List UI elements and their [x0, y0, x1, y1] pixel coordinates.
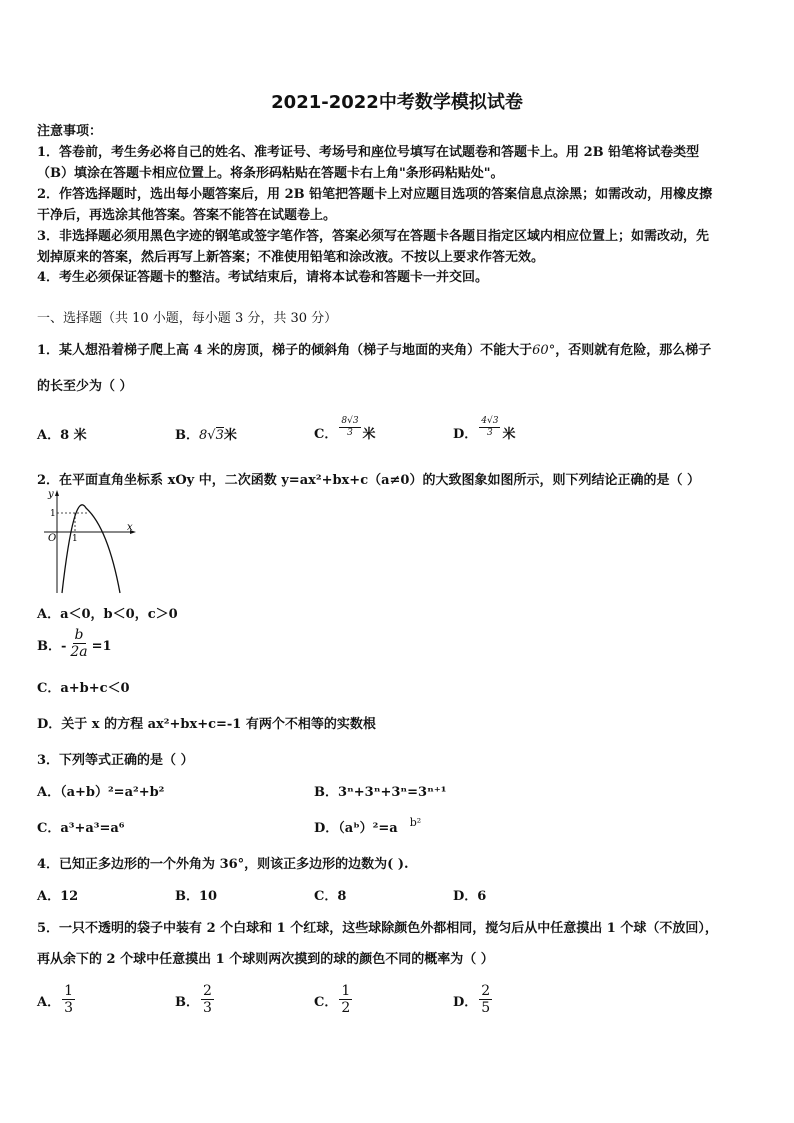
b-radicand: 3 [215, 428, 224, 443]
b-eq: =1 [91, 639, 112, 654]
a-den: 3 [64, 1000, 74, 1016]
q4-option-c: C．8 [314, 889, 347, 904]
option-label: C． [314, 427, 338, 442]
q3-option-c: C．a³+a³=a⁶ [37, 821, 125, 836]
a-num: 1 [64, 983, 74, 999]
option-unit: 米 [502, 427, 516, 442]
y-axis-arrow [55, 490, 59, 496]
q3-option-d [314, 817, 421, 836]
q1-angle: 60° [532, 343, 556, 358]
option-label: D． [453, 995, 478, 1010]
option-unit: 米 [223, 428, 237, 443]
option-label: B． [175, 995, 199, 1010]
parabola-graph [40, 488, 140, 596]
b-den: 2a [70, 644, 88, 660]
section-heading: 一、选择题（共 10 小题，每小题 3 分，共 30 分） [37, 311, 338, 326]
d-den: 5 [481, 1000, 491, 1016]
parabola-curve [62, 505, 120, 593]
q2-option-a: A．a＜0，b＜0，c＞0 [37, 607, 178, 622]
option-unit: 米 [362, 427, 376, 442]
tick-x-label: 1 [72, 534, 78, 544]
option-text: 8 米 [60, 428, 87, 443]
q3-option-a: A．（a+b）²=a²+b² [37, 785, 165, 800]
c-den: 3 [347, 428, 353, 438]
page-title: 2021-2022中考数学模拟试卷 [271, 92, 523, 113]
q1-text-end: ，否则就有危险，那么梯子 [555, 343, 712, 358]
q5-option-b [175, 984, 216, 1015]
x-label: x [127, 522, 133, 533]
q2-option-d: D．关于 x 的方程 ax²+bx+c=-1 有两个不相等的实数根 [37, 717, 376, 732]
q1-option-c [314, 416, 376, 442]
tick-y-label: 1 [50, 509, 56, 519]
d-num: 2 [481, 983, 491, 999]
option-label: C． [314, 995, 338, 1010]
b-den: 3 [203, 1000, 212, 1016]
option-label: B．- [37, 639, 67, 654]
option-label: B． [175, 428, 199, 443]
d-num: 4√3 [481, 416, 499, 426]
q1-option-b [175, 424, 237, 443]
notice-line: 1．答卷前，考生务必将自己的姓名、准考证号、考场号和座位号填写在试题卷和答题卡上。用 2B 铅笔将试卷类型 [37, 145, 700, 160]
notice-line: 干净后，再选涂其他答案。答案不能答在试题卷上。 [37, 208, 337, 223]
question-1-text-2: 的长至少为（ ） [37, 379, 133, 394]
c-num: 1 [341, 983, 351, 999]
q4-option-d: D．6 [453, 889, 487, 904]
question-3-text: 3．下列等式正确的是（ ） [37, 753, 194, 768]
d-exponent: b² [409, 816, 422, 829]
question-4-text: 4．已知正多边形的一个外角为 36°，则该正多边形的边数为( ). [37, 857, 409, 872]
q2-option-b [37, 628, 112, 659]
origin-label: O [48, 533, 57, 544]
notice-line: 2．作答选择题时，选出每小题答案后，用 2B 铅笔把答题卡上对应题目选项的答案信息点涂黑；如需改动，用橡皮擦 [37, 187, 713, 202]
q5-option-a [37, 984, 77, 1015]
a-fraction [62, 984, 75, 1015]
q1-option-a [37, 424, 87, 443]
question-5-text-2: 再从余下的 2 个球中任意摸出 1 个球则两次摸到的球的颜色不同的概率为（ ） [37, 952, 494, 967]
d-fraction [479, 417, 500, 438]
b-num: b [74, 627, 84, 643]
q2-option-c: C．a+b+c＜0 [37, 681, 130, 696]
option-label: A． [37, 995, 61, 1010]
notice-line: （B）填涂在答题卡相应位置上。将条形码粘贴在答题卡右上角"条形码粘贴处"。 [37, 166, 504, 181]
notice-line: 3．非选择题必须用黑色字迹的钢笔或签字笔作答，答案必须写在答题卡各题目指定区域内相应位置上；如需改动，先 [37, 229, 710, 244]
c-num: 8√3 [341, 416, 359, 426]
notice-line: 划掉原来的答案，然后再写上新答案；不准使用铅笔和涂改液。不按以上要求作答无效。 [37, 250, 545, 265]
b-num: 2 [203, 983, 212, 999]
question-5-text: 5．一只不透明的袋子中装有 2 个白球和 1 个红球，这些球除颜色外都相同，搅匀后从中任意摸出 1 个球（不放回）， [37, 921, 718, 936]
question-1-text [37, 339, 711, 358]
d-main: D．（aᵇ）²=a [314, 821, 398, 836]
sqrt-symbol: √ [207, 428, 216, 443]
q4-option-b: B．10 [175, 889, 218, 904]
q5-option-d [453, 984, 494, 1015]
c-fraction [339, 417, 360, 438]
option-label: A． [37, 428, 61, 443]
notice-line: 4．考生必须保证答题卡的整洁。考试结束后，请将本试卷和答题卡一并交回。 [37, 270, 489, 285]
question-2-text: 2．在平面直角坐标系 xOy 中，二次函数 y=ax²+bx+c（a≠0）的大致图象如图所示，则下列结论正确的是（ ） [37, 473, 700, 488]
b-fraction [68, 628, 89, 659]
q1-text-start: 1．某人想沿着梯子爬上高 4 米的房顶，梯子的倾斜角（梯子与地面的夹角）不能大于 [37, 343, 533, 358]
c-fraction [339, 984, 352, 1015]
y-label: y [48, 489, 54, 500]
c-den: 2 [341, 1000, 351, 1016]
b-fraction [201, 984, 214, 1015]
q1-option-d [453, 416, 516, 442]
b-coef: 8 [199, 428, 208, 443]
q5-option-c [314, 984, 354, 1015]
q4-option-a: A．12 [37, 889, 79, 904]
d-fraction [479, 984, 492, 1015]
option-label: D． [453, 427, 478, 442]
d-den: 3 [487, 428, 493, 438]
notice-heading: 注意事项： [37, 124, 103, 139]
q3-option-b: B．3ⁿ+3ⁿ+3ⁿ=3ⁿ⁺¹ [314, 785, 447, 800]
